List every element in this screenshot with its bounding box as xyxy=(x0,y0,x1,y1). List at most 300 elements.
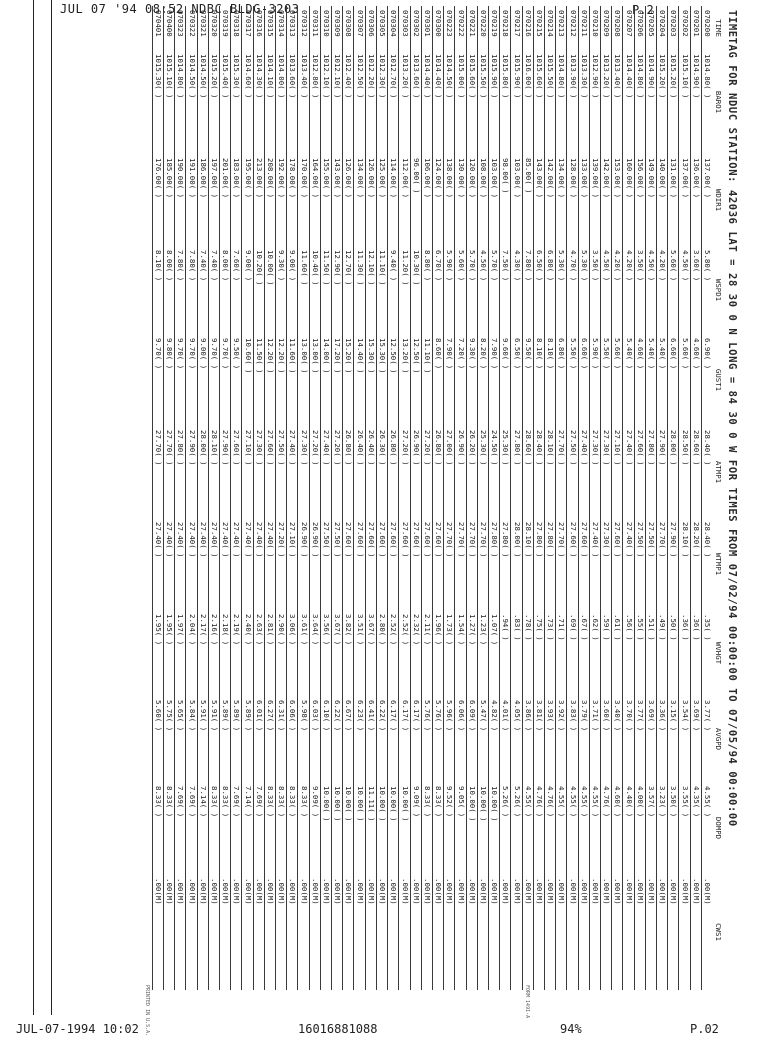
table-cell: 3.06( ) xyxy=(287,610,298,696)
observations-table xyxy=(152,6,724,990)
table-cell: 9.52( ) xyxy=(444,782,455,874)
table-cell: 138.00( ) xyxy=(444,154,455,246)
table-cell: 8.33( ) xyxy=(276,782,287,874)
table-cell: 27.90( ) xyxy=(220,426,231,518)
table-cell: 28.20( ) xyxy=(690,518,701,610)
table-cell: 070401 xyxy=(152,6,163,50)
table-cell: .78( ) xyxy=(522,610,533,696)
table-cell: .36( ) xyxy=(690,610,701,696)
table-cell: 1014.50( ) xyxy=(444,50,455,154)
table-cell: 4.60( ) xyxy=(634,334,645,426)
table-cell: .00(M) xyxy=(186,874,197,990)
table-cell: 070201 xyxy=(690,6,701,50)
table-cell: 13.20( ) xyxy=(399,334,410,426)
table-cell: 6.67( ) xyxy=(343,696,354,782)
table-cell: .00(M) xyxy=(354,874,365,990)
table-cell: 28.60( ) xyxy=(522,426,533,518)
table-row xyxy=(578,6,589,990)
column-header: WTMP1 xyxy=(714,552,724,576)
table-row xyxy=(612,6,623,990)
table-cell: 1014.90( ) xyxy=(690,50,701,154)
table-cell: 26.80( ) xyxy=(388,426,399,518)
table-row xyxy=(410,6,421,990)
table-cell: 9.70( ) xyxy=(175,334,186,426)
table-cell: 7.60( ) xyxy=(231,246,242,334)
table-cell: 1014.80( ) xyxy=(175,50,186,154)
table-cell: 1012.90( ) xyxy=(589,50,600,154)
table-cell: 108.00( ) xyxy=(477,154,488,246)
table-cell: 149.00( ) xyxy=(645,154,656,246)
table-cell: 27.20( ) xyxy=(276,518,287,610)
table-row xyxy=(388,6,399,990)
table-cell: 10.00( ) xyxy=(264,246,275,334)
table-cell: 26.90( ) xyxy=(410,426,421,518)
table-cell: 1013.60( ) xyxy=(287,50,298,154)
table-cell: 1014.40( ) xyxy=(623,50,634,154)
table-cell: 1013.20( ) xyxy=(399,50,410,154)
table-cell: .00(M) xyxy=(276,874,287,990)
table-cell: 6.22( ) xyxy=(376,696,387,782)
table-cell: 1014.90( ) xyxy=(645,50,656,154)
table-cell: 070206 xyxy=(634,6,645,50)
table-cell: 1.73( ) xyxy=(444,610,455,696)
table-row xyxy=(365,6,376,990)
table-cell: 5.60( ) xyxy=(668,246,679,334)
table-cell: 27.30( ) xyxy=(600,426,611,518)
table-cell: 134.00( ) xyxy=(556,154,567,246)
table-cell: 143.00( ) xyxy=(533,154,544,246)
table-cell: 27.80( ) xyxy=(511,426,522,518)
table-cell: 8.00( ) xyxy=(220,246,231,334)
column-header: WDIR1 xyxy=(714,188,724,212)
table-cell: 6.17( ) xyxy=(399,696,410,782)
table-cell: 27.70( ) xyxy=(556,426,567,518)
table-cell: 27.70( ) xyxy=(477,518,488,610)
table-cell: 3.67( ) xyxy=(365,610,376,696)
column-header: AVGPD xyxy=(714,727,724,751)
column-header: DOMPD xyxy=(714,816,724,840)
table-cell: 1012.10( ) xyxy=(332,50,343,154)
table-cell: 2.63( ) xyxy=(253,610,264,696)
table-cell: 5.91( ) xyxy=(197,696,208,782)
column-header: TIME xyxy=(714,19,724,37)
table-cell: .00(M) xyxy=(309,874,320,990)
table-cell: 8.10( ) xyxy=(152,246,163,334)
table-cell: .51( ) xyxy=(645,610,656,696)
table-row xyxy=(242,6,253,990)
table-cell: 26.80( ) xyxy=(343,426,354,518)
table-cell: 7.69( ) xyxy=(186,782,197,874)
table-row xyxy=(623,6,634,990)
table-cell: 070219 xyxy=(488,6,499,50)
table-cell: 27.60( ) xyxy=(343,518,354,610)
table-cell: 5.89( ) xyxy=(220,696,231,782)
table-cell: 6.10( ) xyxy=(320,696,331,782)
table-cell: 070215 xyxy=(533,6,544,50)
table-cell: 28.40( ) xyxy=(701,518,712,610)
table-cell: 9.70( ) xyxy=(208,334,219,426)
column-header: GUST1 xyxy=(714,368,724,392)
table-cell: 10.00( ) xyxy=(399,782,410,874)
table-row xyxy=(556,6,567,990)
table-cell: .00(M) xyxy=(432,874,443,990)
table-cell: 2.04( ) xyxy=(186,610,197,696)
table-cell: .00(M) xyxy=(264,874,275,990)
table-row xyxy=(332,6,343,990)
table-cell: 137.00( ) xyxy=(701,154,712,246)
table-cell: 26.90( ) xyxy=(455,426,466,518)
table-cell: 070221 xyxy=(466,6,477,50)
table-cell: 7.69( ) xyxy=(231,782,242,874)
table-cell: 98.00( ) xyxy=(500,154,511,246)
table-cell: .00(M) xyxy=(511,874,522,990)
table-cell: 176.00( ) xyxy=(152,154,163,246)
table-cell: 070305 xyxy=(376,6,387,50)
table-cell: 3.83( ) xyxy=(567,696,578,782)
table-cell: 070209 xyxy=(600,6,611,50)
table-cell: 7.40( ) xyxy=(208,246,219,334)
table-cell: 3.54( ) xyxy=(679,696,690,782)
table-row xyxy=(432,6,443,990)
table-cell: 1015.60( ) xyxy=(533,50,544,154)
table-cell: 27.30( ) xyxy=(589,426,600,518)
table-cell: 5.89( ) xyxy=(242,696,253,782)
table-row xyxy=(164,6,175,990)
table-cell: 8.33( ) xyxy=(164,782,175,874)
table-cell: 4.76( ) xyxy=(600,782,611,874)
table-cell: 27.40( ) xyxy=(208,518,219,610)
table-cell: 27.40( ) xyxy=(623,426,634,518)
table-cell: 070306 xyxy=(365,6,376,50)
table-cell: 1014.80( ) xyxy=(701,50,712,154)
table-cell: 27.80( ) xyxy=(488,518,499,610)
table-cell: 070310 xyxy=(320,6,331,50)
table-cell: 4.50( ) xyxy=(645,246,656,334)
table-cell: 10.00( ) xyxy=(376,782,387,874)
column-header: CWS1 xyxy=(714,923,724,941)
table-row xyxy=(253,6,264,990)
table-cell: .00(M) xyxy=(645,874,656,990)
table-cell: 1013.40( ) xyxy=(612,50,623,154)
table-row xyxy=(399,6,410,990)
table-cell: 27.60( ) xyxy=(365,518,376,610)
table-cell: 208.00( ) xyxy=(264,154,275,246)
table-cell: 27.90( ) xyxy=(656,426,667,518)
table-cell: 27.40( ) xyxy=(578,426,589,518)
table-cell: 4.35( ) xyxy=(690,782,701,874)
table-cell: 4.50( ) xyxy=(600,246,611,334)
table-cell: 160.00( ) xyxy=(623,154,634,246)
table-cell: 7.14( ) xyxy=(197,782,208,874)
table-cell: 9.70( ) xyxy=(186,334,197,426)
table-cell: 4.60( ) xyxy=(690,334,701,426)
rotated-report xyxy=(58,6,738,996)
table-cell: 1015.90( ) xyxy=(511,50,522,154)
table-cell: 070217 xyxy=(511,6,522,50)
table-cell: .50( ) xyxy=(668,610,679,696)
table-cell: 070214 xyxy=(544,6,555,50)
table-cell: 8.33( ) xyxy=(298,782,309,874)
table-cell: 27.30( ) xyxy=(600,518,611,610)
table-cell: 8.33( ) xyxy=(432,782,443,874)
table-cell: 1.96( ) xyxy=(432,610,443,696)
table-cell: 6.41( ) xyxy=(365,696,376,782)
table-cell: 5.40( ) xyxy=(623,334,634,426)
table-row xyxy=(522,6,533,990)
table-cell: 5.40( ) xyxy=(645,334,656,426)
table-cell: 1012.50( ) xyxy=(354,50,365,154)
table-cell: 4.50( ) xyxy=(477,246,488,334)
table-cell: 5.26( ) xyxy=(500,782,511,874)
table-cell: 27.50( ) xyxy=(634,518,645,610)
table-cell: 070222 xyxy=(455,6,466,50)
table-cell: 3.51( ) xyxy=(354,610,365,696)
table-cell: 070320 xyxy=(208,6,219,50)
table-cell: 4.55( ) xyxy=(556,782,567,874)
table-cell: 5.26( ) xyxy=(511,782,522,874)
table-cell: .00(M) xyxy=(466,874,477,990)
table-cell: 070205 xyxy=(645,6,656,50)
table-cell: 4.55( ) xyxy=(578,782,589,874)
fax-header-text: JUL 07 '94 08:52 NDBC BLDG-3203 xyxy=(60,2,300,16)
table-cell: 6.50( ) xyxy=(511,334,522,426)
table-cell: 120.00( ) xyxy=(466,154,477,246)
table-cell: 12.90( ) xyxy=(332,246,343,334)
table-cell: 11.50( ) xyxy=(253,334,264,426)
table-cell: 3.15( ) xyxy=(668,696,679,782)
table-cell: 15.20( ) xyxy=(343,334,354,426)
table-cell: 3.56( ) xyxy=(320,610,331,696)
table-row xyxy=(466,6,477,990)
table-cell: 070202 xyxy=(679,6,690,50)
table-cell: .00(M) xyxy=(253,874,264,990)
table-cell: 27.60( ) xyxy=(264,426,275,518)
table-cell: 070323 xyxy=(175,6,186,50)
table-cell: 10.20( ) xyxy=(253,246,264,334)
column-header: ATMP1 xyxy=(714,460,724,484)
table-cell: 128.00( ) xyxy=(567,154,578,246)
table-cell: 1012.20( ) xyxy=(365,50,376,154)
table-cell: 1015.80( ) xyxy=(500,50,511,154)
table-cell: 070313 xyxy=(287,6,298,50)
table-cell: .00(M) xyxy=(455,874,466,990)
table-cell: 7.40( ) xyxy=(197,246,208,334)
table-cell: .00(M) xyxy=(623,874,634,990)
table-cell: 103.00( ) xyxy=(488,154,499,246)
table-cell: 27.40( ) xyxy=(589,518,600,610)
table-cell: 27.80( ) xyxy=(175,426,186,518)
table-cell: .00(M) xyxy=(567,874,578,990)
table-cell: 27.60( ) xyxy=(388,518,399,610)
table-cell: 3.67( ) xyxy=(332,610,343,696)
table-cell: 5.40( ) xyxy=(656,334,667,426)
table-cell: 1015.20( ) xyxy=(656,50,667,154)
table-cell: .56( ) xyxy=(623,610,634,696)
table-cell: 5.76( ) xyxy=(421,696,432,782)
table-cell: 185.00( ) xyxy=(164,154,175,246)
table-cell: 3.79( ) xyxy=(578,696,589,782)
table-cell: 27.50( ) xyxy=(645,518,656,610)
table-cell: 5.90( ) xyxy=(589,334,600,426)
table-row xyxy=(589,6,600,990)
table-cell: 6.70( ) xyxy=(432,246,443,334)
table-cell: 3.64( ) xyxy=(309,610,320,696)
table-cell: .00(M) xyxy=(701,874,712,990)
table-cell: 1013.60( ) xyxy=(410,50,421,154)
table-cell: 070213 xyxy=(556,6,567,50)
table-cell: 9.00( ) xyxy=(197,334,208,426)
table-cell: 190.00( ) xyxy=(175,154,186,246)
table-cell: 27.20( ) xyxy=(309,426,320,518)
table-row xyxy=(186,6,197,990)
table-cell: 125.00( ) xyxy=(376,154,387,246)
table-cell: 1.97( ) xyxy=(175,610,186,696)
table-cell: 4.50( ) xyxy=(679,246,690,334)
table-cell: 164.00( ) xyxy=(309,154,320,246)
table-cell: 27.60( ) xyxy=(376,518,387,610)
table-cell: 4.55( ) xyxy=(567,782,578,874)
table-cell: 1015.20( ) xyxy=(208,50,219,154)
fax-footer-datetime: JUL-07-1994 10:02 xyxy=(16,1022,139,1036)
table-row xyxy=(645,6,656,990)
table-cell: 1.07( ) xyxy=(488,610,499,696)
table-cell: 2.16( ) xyxy=(208,610,219,696)
table-cell: 6.09( ) xyxy=(466,696,477,782)
table-cell: 5.90( ) xyxy=(444,246,455,334)
table-cell: 137.00( ) xyxy=(679,154,690,246)
table-row xyxy=(175,6,186,990)
table-cell: 9.09( ) xyxy=(410,782,421,874)
table-cell: 27.80( ) xyxy=(645,426,656,518)
table-cell: .00(M) xyxy=(578,874,589,990)
table-cell: 5.60( ) xyxy=(612,334,623,426)
table-cell: 2.52( ) xyxy=(388,610,399,696)
table-cell: 143.00( ) xyxy=(332,154,343,246)
table-cell: .00(M) xyxy=(679,874,690,990)
table-cell: 2.52( ) xyxy=(399,610,410,696)
table-row xyxy=(220,6,231,990)
table-cell: 15.30( ) xyxy=(376,334,387,426)
table-cell: .00(M) xyxy=(600,874,611,990)
table-cell: 3.81( ) xyxy=(533,696,544,782)
table-cell: .00(M) xyxy=(421,874,432,990)
table-cell: 27.70( ) xyxy=(455,518,466,610)
table-cell: 5.30( ) xyxy=(556,246,567,334)
table-cell: 4.05( ) xyxy=(511,696,522,782)
table-cell: 8.33( ) xyxy=(421,782,432,874)
table-cell: 27.40( ) xyxy=(175,518,186,610)
column-header: WVHGT xyxy=(714,641,724,665)
table-cell: 27.60( ) xyxy=(578,518,589,610)
table-cell: 26.90( ) xyxy=(298,518,309,610)
table-cell: 2.18( ) xyxy=(220,610,231,696)
table-row xyxy=(488,6,499,990)
table-cell: 170.00( ) xyxy=(298,154,309,246)
table-cell: 3.82( ) xyxy=(343,610,354,696)
table-cell: 9.09( ) xyxy=(309,782,320,874)
table-cell: 26.80( ) xyxy=(432,426,443,518)
table-cell: .00(M) xyxy=(208,874,219,990)
table-cell: 27.70( ) xyxy=(444,518,455,610)
table-cell: 1012.10( ) xyxy=(320,50,331,154)
table-cell: 3.71( ) xyxy=(589,696,600,782)
table-cell: 26.40( ) xyxy=(354,426,365,518)
table-cell: .00(M) xyxy=(164,874,175,990)
table-cell: 070203 xyxy=(668,6,679,50)
fax-header-page: P.2 xyxy=(632,3,654,17)
table-cell: 139.00( ) xyxy=(589,154,600,246)
table-cell: 24.50( ) xyxy=(488,426,499,518)
table-cell: 10.40( ) xyxy=(309,246,320,334)
table-cell: 3.77( ) xyxy=(701,696,712,782)
table-cell: 10.00( ) xyxy=(354,782,365,874)
table-cell: 10.30( ) xyxy=(410,246,421,334)
table-cell: .69( ) xyxy=(567,610,578,696)
table-cell: 10.00( ) xyxy=(488,782,499,874)
table-cell: 5.70( ) xyxy=(466,246,477,334)
table-header-row xyxy=(712,6,724,990)
table-cell: 7.90( ) xyxy=(488,334,499,426)
table-cell: 10.00( ) xyxy=(388,782,399,874)
table-cell: .00(M) xyxy=(488,874,499,990)
table-cell: 4.76( ) xyxy=(533,782,544,874)
table-cell: 1013.20( ) xyxy=(600,50,611,154)
table-cell: .00(M) xyxy=(656,874,667,990)
table-cell: 27.90( ) xyxy=(668,518,679,610)
table-cell: .61( ) xyxy=(612,610,623,696)
table-cell: 070204 xyxy=(656,6,667,50)
table-cell: 112.00( ) xyxy=(399,154,410,246)
table-cell: 070302 xyxy=(410,6,421,50)
table-cell: .00(M) xyxy=(320,874,331,990)
table-cell: 070210 xyxy=(589,6,600,50)
table-cell: 6.31( ) xyxy=(276,696,287,782)
fax-footer-page: P.02 xyxy=(690,1022,719,1036)
table-cell: 156.00( ) xyxy=(634,154,645,246)
table-cell: 133.00( ) xyxy=(578,154,589,246)
table-cell: 5.50( ) xyxy=(567,334,578,426)
table-cell: 3.50( ) xyxy=(589,246,600,334)
table-cell: 070223 xyxy=(444,6,455,50)
table-cell: 26.40( ) xyxy=(365,426,376,518)
table-cell: 11.60( ) xyxy=(298,246,309,334)
table-cell: 11.10( ) xyxy=(421,334,432,426)
table-cell: .00(M) xyxy=(220,874,231,990)
table-cell: 192.00( ) xyxy=(276,154,287,246)
table-cell: .00(M) xyxy=(477,874,488,990)
table-cell: 6.27( ) xyxy=(264,696,275,782)
table-cell: 5.65( ) xyxy=(175,696,186,782)
table-cell: 070321 xyxy=(197,6,208,50)
table-row xyxy=(197,6,208,990)
table-cell: 9.30( ) xyxy=(276,246,287,334)
table-cell: 3.77( ) xyxy=(634,696,645,782)
table-cell: 11.50( ) xyxy=(320,246,331,334)
table-cell: 27.50( ) xyxy=(320,518,331,610)
table-cell: 27.40( ) xyxy=(242,518,253,610)
table-row xyxy=(298,6,309,990)
table-cell: 11.30( ) xyxy=(354,246,365,334)
table-cell: 27.70( ) xyxy=(164,426,175,518)
table-cell: 27.60( ) xyxy=(399,518,410,610)
table-cell: .00(M) xyxy=(332,874,343,990)
table-body xyxy=(152,6,712,990)
table-cell: 12.50( ) xyxy=(410,334,421,426)
table-cell: 6.60( ) xyxy=(578,334,589,426)
table-cell: 070208 xyxy=(612,6,623,50)
table-cell: 27.90( ) xyxy=(186,426,197,518)
table-cell: 28.00( ) xyxy=(511,518,522,610)
